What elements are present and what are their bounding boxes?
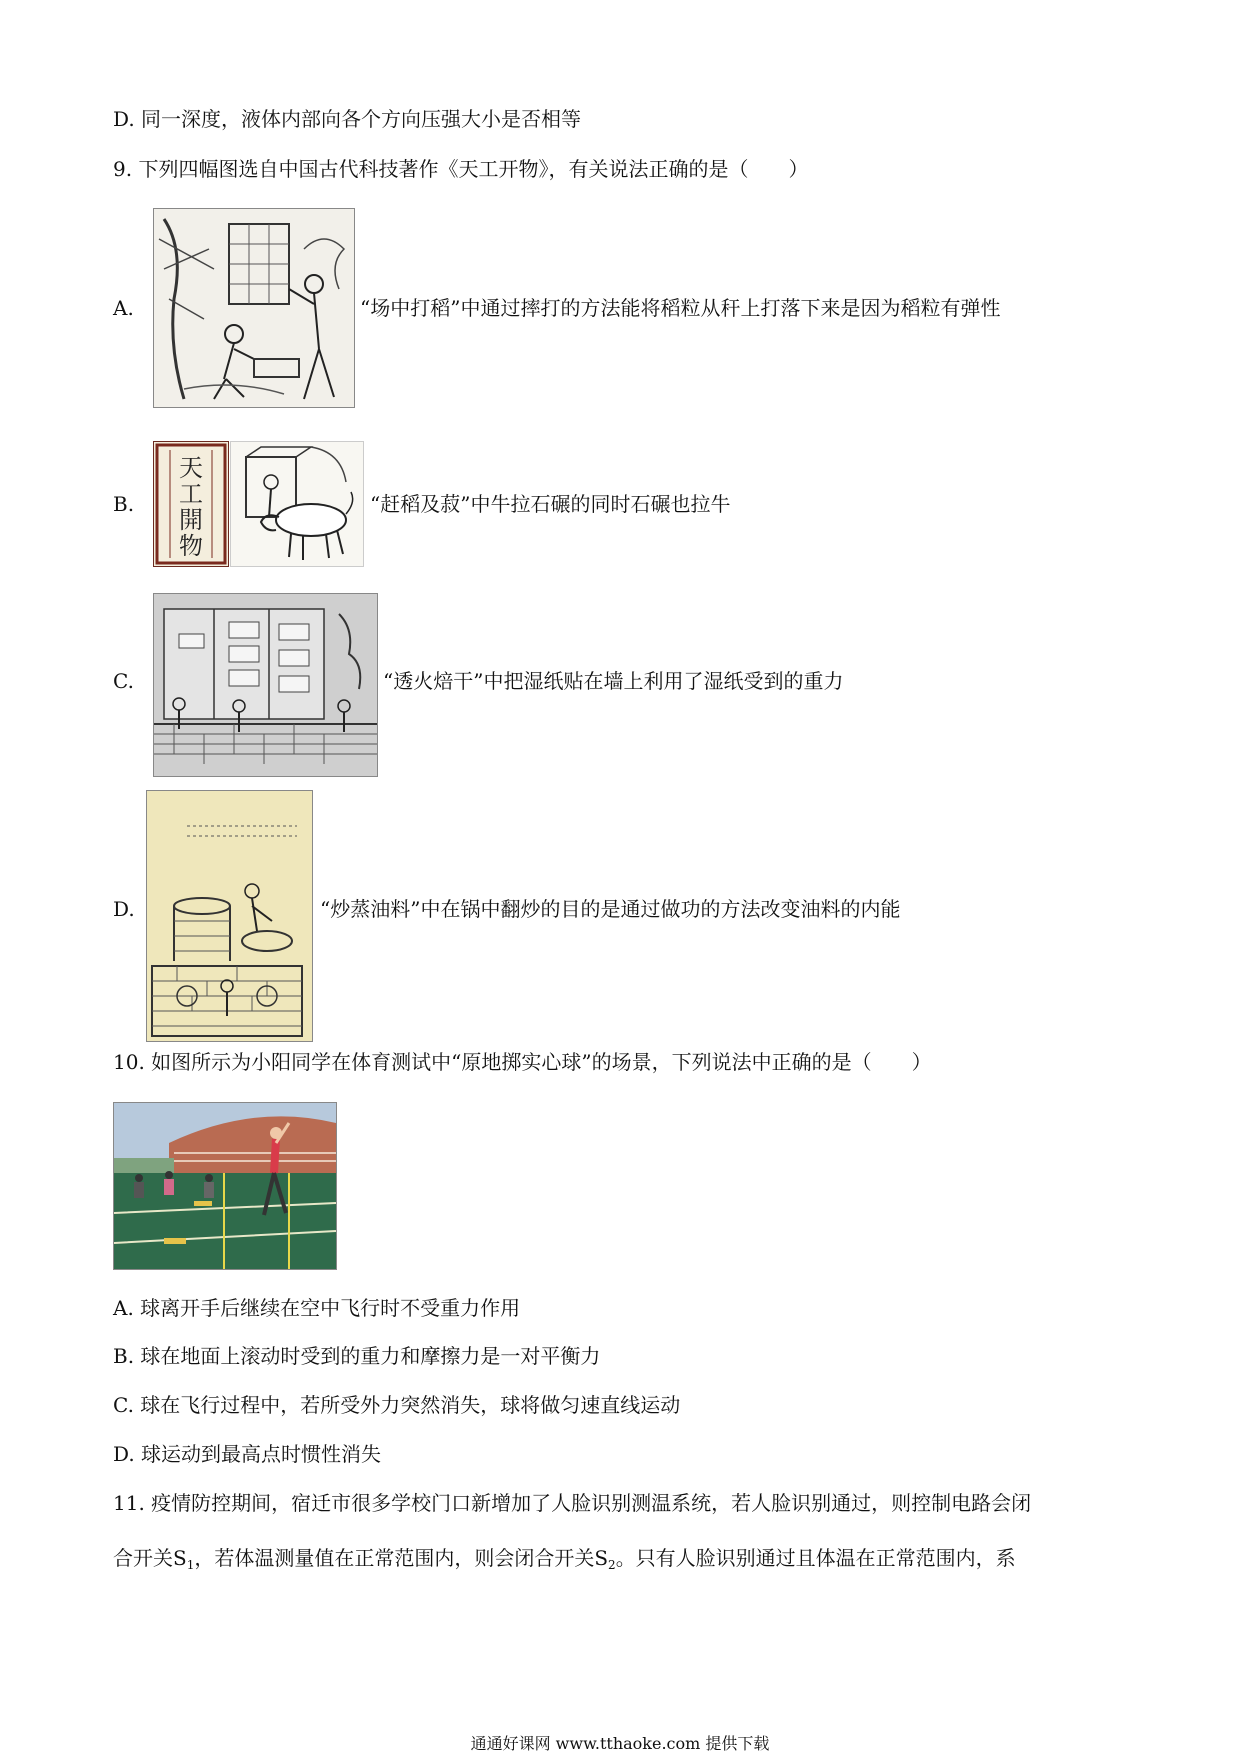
q10-stem: 10. 如图所示为小阳同学在体育测试中“原地掷实心球”的场景，下列说法中正确的是（ ） [113,1050,932,1074]
q9-option-b-text: “赶稻及菽”中牛拉石碾的同时石碾也拉牛 [370,492,731,516]
q9-option-d-text: “炒蒸油料”中在锅中翻炒的目的是通过做功的方法改变油料的内能 [320,897,901,921]
page-footer: 通通好课网 www.tthaoke.com 提供下载 [470,1734,770,1753]
q8-option-d: D. 同一深度，液体内部向各个方向压强大小是否相等 [113,107,582,131]
cover-char-4: 物 [179,532,203,560]
q9-figure-d-oil-frying [146,790,313,1042]
oil-frying-illustration [147,791,312,1041]
q11-line-2-part-a: 合开关S [113,1546,187,1570]
threshing-illustration [154,209,354,407]
q11-line-2-part-c: 。只有人脸识别通过且体温在正常范围内，系 [615,1546,1016,1570]
q10-option-c: C. 球在飞行过程中，若所受外力突然消失，球将做匀速直线运动 [113,1393,681,1417]
q9-figure-b-cover [153,441,229,567]
q9-option-d-letter: D. [113,897,135,921]
tiangong-kaiwu-cover-illustration [154,442,228,566]
ox-pulling-roller-illustration [231,442,363,566]
q10-option-b: B. 球在地面上滚动时受到的重力和摩擦力是一对平衡力 [113,1344,601,1368]
q9-option-c-text: “透火焙干”中把湿纸贴在墙上利用了湿纸受到的重力 [383,669,844,693]
paper-drying-illustration [154,594,377,776]
q11-line-2-part-b: ，若体温测量值在正常范围内，则会闭合开关S [194,1546,609,1570]
q9-option-a-letter: A. [113,296,134,320]
q11-line-1: 11. 疫情防控期间，宿迁市很多学校门口新增加了人脸识别测温系统，若人脸识别通过，则控制电路会闭 [113,1491,1032,1515]
q9-figure-b-ox [230,441,364,567]
shot-put-photo-illustration [114,1103,336,1269]
switch-s2-subscript: 2 [608,1558,616,1572]
q9-option-c-letter: C. [113,669,134,693]
q9-figure-c-paper-drying [153,593,378,777]
q11-line-2 [113,1544,1016,1579]
q10-option-a: A. 球离开手后继续在空中飞行时不受重力作用 [113,1296,521,1320]
cover-char-1: 天 [179,454,203,482]
switch-s1-subscript: 1 [186,1558,195,1572]
cover-char-3: 開 [179,506,203,534]
cover-char-2: 工 [179,480,203,508]
q10-figure-shot-put [113,1102,337,1270]
q9-option-a-text: “场中打稻”中通过摔打的方法能将稻粒从秆上打落下来是因为稻粒有弹性 [360,296,1001,320]
q9-option-b-letter: B. [113,492,135,516]
q10-option-d: D. 球运动到最高点时惯性消失 [113,1442,382,1466]
q9-stem: 9. 下列四幅图选自中国古代科技著作《天工开物》，有关说法正确的是（ ） [113,157,809,181]
q9-figure-a-threshing [153,208,355,408]
